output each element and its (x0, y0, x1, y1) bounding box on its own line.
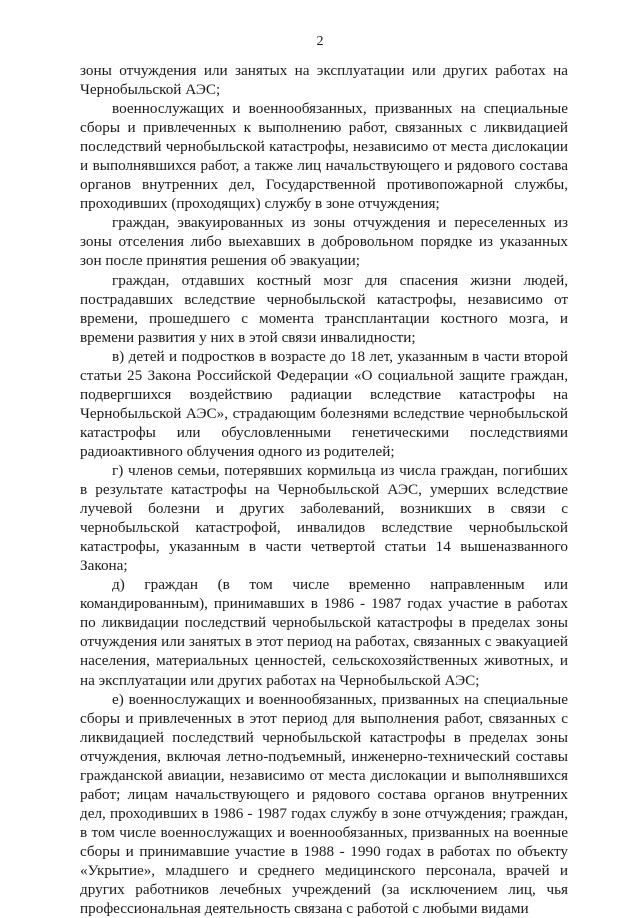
paragraph-military-personnel: военнослужащих и военнообязанных, призванных на специальные сборы и привлеченных к выполнению работ, связанных с ликвидацией последствий чернобыльской катастрофы, независимо от места дислокации и выполнявшихся работ, а также лиц начальствующего и рядового состава органов внутренних дел, Государственной противопожарной службы, проходивших (проходящих) службу в зоне отчуждения; (80, 100, 568, 213)
paragraph-item-d-citizens-1986-1987: д) граждан (в том числе временно направленным или командированным), принимавших в 1986 - 1987 годах участие в работах по ликвидации последствий чернобыльской катастрофы в пределах зоны отчуждения или занятых в этот период на работах, связанных с эвакуацией населения, материальных ценностей, сельскохозяйственных животных, и на эксплуатации или других работах на Чернобыльской АЭС; (80, 576, 568, 689)
paragraph-evacuated-citizens: граждан, эвакуированных из зоны отчуждения и переселенных из зоны отселения либо выехавших в добровольном порядке из указанных зон после принятия решения об эвакуации; (80, 214, 568, 270)
paragraph-bone-marrow-donors: граждан, отдавших костный мозг для спасения жизни людей, пострадавших вследствие чернобыльской катастрофы, независимо от времени, прошедшего с момента трансплантации костного мозга, и времени развития у них в этой связи инвалидности; (80, 271, 568, 346)
paragraph-continuation: зоны отчуждения или занятых на эксплуатации или других работах на Чернобыльской АЭС; (80, 62, 568, 99)
paragraph-item-v-children: в) детей и подростков в возрасте до 18 лет, указанным в части второй статьи 25 Закона Российской Федерации «О социальной защите граждан, подвергшихся воздействию радиации вследствие катастрофы на Чернобыльской АЭС», страдающим болезнями вследствие чернобыльской катастрофы или обусловленными генетическими последствиями радиоактивного облучения одного из родителей; (80, 347, 568, 460)
page-number: 2 (316, 34, 324, 49)
paragraph-item-g-family-members: г) членов семьи, потерявших кормильца из числа граждан, погибших в результате катастрофы на Чернобыльской АЭС, умерших вследствие лучевой болезни и других заболеваний, возникших в связи с чернобыльской катастрофой, инвалидов вследствие чернобыльской катастрофы, указанным в части четвертой статьи 14 вышеназванного Закона; (80, 461, 568, 575)
paragraph-item-e-military-1986-1990: е) военнослужащих и военнообязанных, призванных на специальные сборы и привлеченных в этот период для выполнения работ, связанных с ликвидацией последствий чернобыльской катастрофы в пределах зоны отчуждения, включая летно-подъемный, инженерно-технический составы гражданской авиации, независимо от места дислокации и выполнявшихся работ; лицам начальствующего и рядового состава органов внутренних дел, проходивших в 1986 - 1987 годах службу в зоне отчуждения; граждан, в том числе военнослужащих и военнообязанных, призванных на военные сборы и принимавшие участие в 1988 - 1990 годах в работах по объекту «Укрытие», младшего и среднего медицинского персонала, врачей и других работников лечебных учреждений (за исключением лиц, чья профессиональная деятельность связана с работой с любыми видами (80, 690, 568, 918)
document-body (80, 61, 568, 918)
